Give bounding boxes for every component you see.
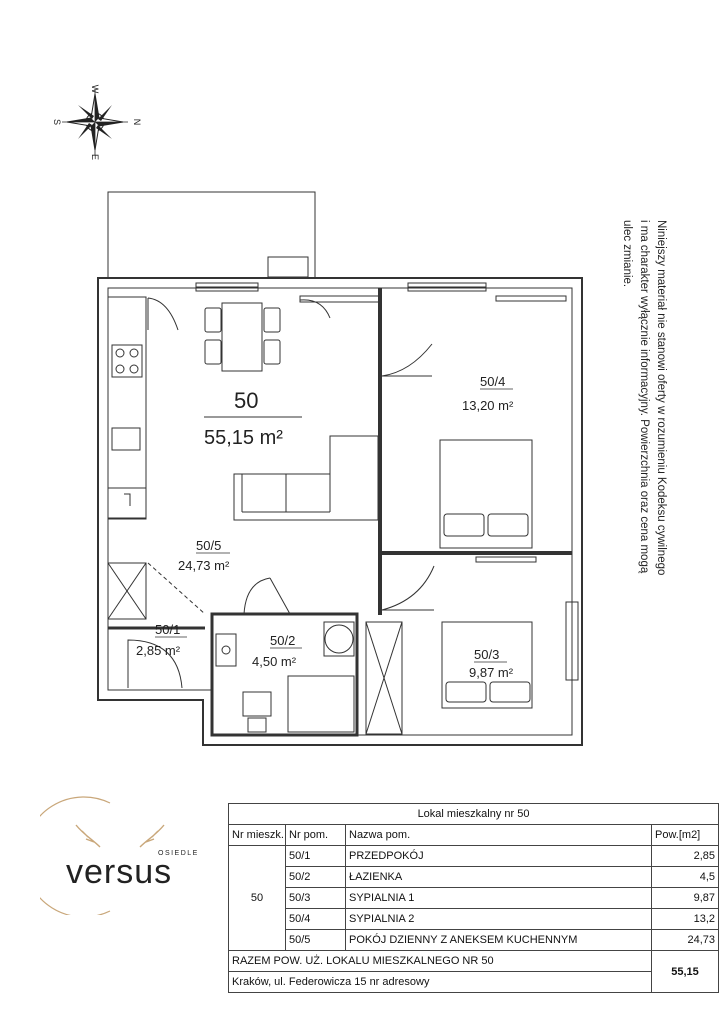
row-area: 2,85 (652, 846, 719, 867)
versus-logo (40, 795, 230, 915)
toilet (243, 692, 271, 716)
room-area-50-4: 13,20 m² (462, 398, 514, 413)
balcony (108, 192, 315, 278)
logo-small: OSIEDLE (158, 850, 199, 857)
compass-rose (62, 89, 128, 155)
disclaimer (617, 220, 669, 580)
apartment-cell: 50 (229, 846, 286, 951)
header-area: Pow.[m2] (652, 825, 719, 846)
washing-machine (324, 622, 354, 656)
header-room-name: Nazwa pom. (346, 825, 652, 846)
room-id-50-2: 50/2 (270, 633, 296, 648)
apartment-area: 55,15 m² (204, 427, 283, 449)
cooktop (112, 345, 142, 377)
row-nr: 50/5 (286, 930, 346, 951)
disclaimer-text: Niniejszy materiał nie stanowi oferty w rozumieniu Kodeksu cywilnego i ma charakter wyłącznie informacyjny. Powierzchnia oraz cena mogą ulec zmianie. (621, 220, 667, 576)
fridge (108, 488, 146, 518)
table-row (229, 909, 719, 930)
row-nr: 50/3 (286, 888, 346, 909)
total-value: 55,15 (652, 951, 719, 993)
compass-s: S (52, 118, 62, 126)
room-area-50-2: 4,50 m² (252, 654, 297, 669)
kitchen-sink (112, 428, 140, 450)
table-row (229, 888, 719, 909)
address: Kraków, ul. Federowicza 15 nr adresowy (229, 972, 652, 993)
room-id-50-1: 50/1 (155, 622, 181, 637)
table-title: Lokal mieszkalny nr 50 (229, 804, 719, 825)
compass-n: N (132, 118, 142, 126)
row-nr: 50/4 (286, 909, 346, 930)
row-name: POKÓJ DZIENNY Z ANEKSEM KUCHENNYM (346, 930, 652, 951)
header-room-no: Nr pom. (286, 825, 346, 846)
kitchen-counter (108, 297, 146, 519)
compass-w: W (90, 84, 100, 94)
room-id-50-3: 50/3 (474, 647, 500, 662)
apartment-number: 50 (234, 388, 259, 413)
row-area: 13,2 (652, 909, 719, 930)
apartment-table (228, 803, 719, 993)
room-id-50-4: 50/4 (480, 374, 506, 389)
bed-50-4 (440, 440, 532, 548)
table-row (229, 867, 719, 888)
row-area: 9,87 (652, 888, 719, 909)
header-apartment-no: Nr mieszk. (229, 825, 286, 846)
row-name: ŁAZIENKA (346, 867, 652, 888)
balcony-box (268, 257, 308, 277)
room-area-50-3: 9,87 m² (469, 665, 514, 680)
row-nr: 50/1 (286, 846, 346, 867)
row-area: 24,73 (652, 930, 719, 951)
total-label: RAZEM POW. UŻ. LOKALU MIESZKALNEGO NR 50 (229, 951, 652, 972)
bath-sink (216, 634, 236, 666)
table-row (229, 846, 719, 867)
compass-e: E (90, 153, 100, 161)
row-area: 4,5 (652, 867, 719, 888)
shower (288, 676, 354, 732)
dining-table (222, 303, 262, 371)
room-area-50-5: 24,73 m² (178, 558, 230, 573)
row-nr: 50/2 (286, 867, 346, 888)
row-name: SYPIALNIA 2 (346, 909, 652, 930)
table-row (229, 930, 719, 951)
row-name: PRZEDPOKÓJ (346, 846, 652, 867)
row-name: SYPIALNIA 1 (346, 888, 652, 909)
room-area-50-1: 2,85 m² (136, 643, 181, 658)
logo-big: versus (66, 853, 173, 891)
room-id-50-5: 50/5 (196, 538, 222, 553)
